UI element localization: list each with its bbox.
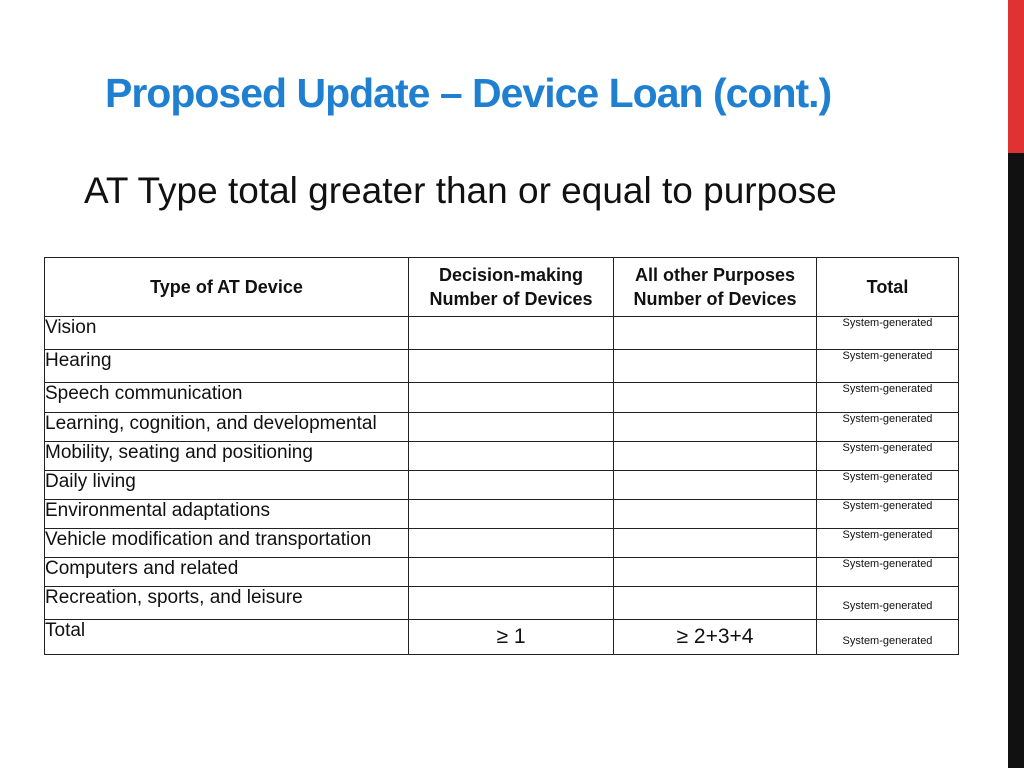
header-other-purposes xyxy=(614,258,817,317)
header-decision-line1: Decision-making xyxy=(438,265,584,285)
row-label: Vision xyxy=(45,317,409,350)
row-label: Daily living xyxy=(45,471,409,500)
table-row xyxy=(45,317,959,350)
other-cell xyxy=(614,350,817,383)
accent-bar-red xyxy=(1008,0,1024,153)
table-row xyxy=(45,471,959,500)
decision-cell xyxy=(409,587,614,620)
table-row xyxy=(45,558,959,587)
other-cell xyxy=(614,500,817,529)
header-other-line1: All other Purposes xyxy=(634,265,796,285)
row-label: Speech communication xyxy=(45,383,409,413)
total-decision-value: ≥ 1 xyxy=(409,620,614,655)
decision-cell xyxy=(409,383,614,413)
row-label: Hearing xyxy=(45,350,409,383)
decision-cell xyxy=(409,529,614,558)
total-cell: System-generated xyxy=(817,471,959,500)
table-row xyxy=(45,500,959,529)
row-label: Recreation, sports, and leisure xyxy=(45,587,409,620)
table-row xyxy=(45,350,959,383)
header-other-line2: Number of Devices xyxy=(633,289,797,309)
accent-bar-black xyxy=(1008,153,1024,768)
other-cell xyxy=(614,529,817,558)
total-cell: System-generated xyxy=(817,317,959,350)
header-decision-line2: Number of Devices xyxy=(429,289,593,309)
decision-cell xyxy=(409,471,614,500)
table-row xyxy=(45,383,959,413)
total-cell: System-generated xyxy=(817,350,959,383)
decision-cell xyxy=(409,350,614,383)
decision-cell xyxy=(409,442,614,471)
decision-cell xyxy=(409,500,614,529)
other-cell xyxy=(614,442,817,471)
table-row xyxy=(45,529,959,558)
decision-cell xyxy=(409,317,614,350)
header-decision xyxy=(409,258,614,317)
other-cell xyxy=(614,471,817,500)
total-cell: System-generated xyxy=(817,500,959,529)
slide-subtitle: AT Type total greater than or equal to purpose xyxy=(84,170,837,211)
total-row-label: Total xyxy=(45,620,409,655)
total-cell: System-generated xyxy=(817,558,959,587)
other-cell xyxy=(614,383,817,413)
at-device-table xyxy=(44,257,959,655)
decision-cell xyxy=(409,558,614,587)
header-total: Total xyxy=(817,258,959,317)
total-cell: System-generated xyxy=(817,587,959,620)
other-cell xyxy=(614,317,817,350)
row-label: Computers and related xyxy=(45,558,409,587)
total-cell: System-generated xyxy=(817,383,959,413)
other-cell xyxy=(614,587,817,620)
slide-title: Proposed Update – Device Loan (cont.) xyxy=(105,70,832,116)
other-cell xyxy=(614,413,817,442)
table-header-row xyxy=(45,258,959,317)
table-row xyxy=(45,587,959,620)
decision-cell xyxy=(409,413,614,442)
header-type: Type of AT Device xyxy=(45,258,409,317)
row-label: Learning, cognition, and developmental xyxy=(45,413,409,442)
row-label: Mobility, seating and positioning xyxy=(45,442,409,471)
total-other-value: ≥ 2+3+4 xyxy=(614,620,817,655)
row-label: Environmental adaptations xyxy=(45,500,409,529)
total-cell: System-generated xyxy=(817,442,959,471)
table-total-row xyxy=(45,620,959,655)
other-cell xyxy=(614,558,817,587)
total-cell: System-generated xyxy=(817,529,959,558)
row-label: Vehicle modification and transportation xyxy=(45,529,409,558)
table-row xyxy=(45,442,959,471)
total-total-value: System-generated xyxy=(817,620,959,655)
table-row xyxy=(45,413,959,442)
total-cell: System-generated xyxy=(817,413,959,442)
